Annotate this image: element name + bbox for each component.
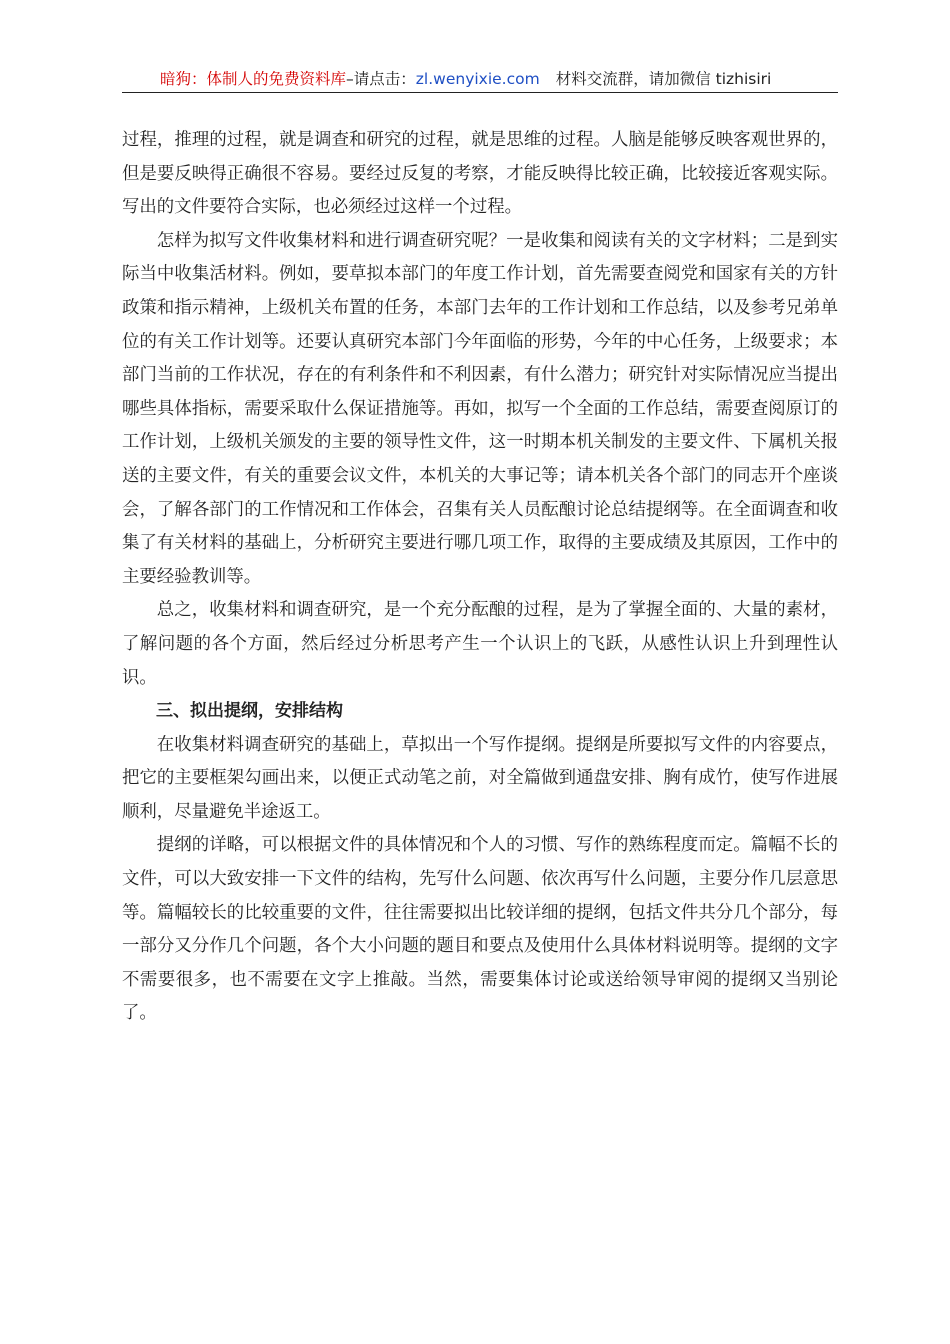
page-header — [122, 66, 838, 93]
paragraph-outline-detail: 提纲的详略，可以根据文件的具体情况和个人的习惯、写作的熟练程度而定。篇幅不长的文件，可以大致安排一下文件的结构，先写什么问题、依次再写什么问题，主要分作几层意思等。篇幅较长的比较重要的文件，往往需要拟出比较详细的提纲，包括文件共分几个部分，每一部分又分作几个问题，各个大小问题的题目和要点及使用什么具体材料说明等。提纲的文字不需要很多，也不需要在文字上推敲。当然，需要集体讨论或送给领导审阅的提纲又当别论了。 — [122, 835, 838, 1024]
paragraph-summary: 总之，收集材料和调查研究，是一个充分酝酿的过程，是为了掌握全面的、大量的素材，了解问题的各个方面，然后经过分析思考产生一个认识上的飞跃，从感性认识上升到理性认识。 — [122, 600, 838, 688]
header-url-link[interactable]: zl.wenyixie.com — [415, 70, 540, 88]
paragraph-continuation: 过程，推理的过程，就是调查和研究的过程，就是思维的过程。人脑是能够反映客观世界的，但是要反映得正确很不容易。要经过反复的考察，才能反映得比较正确，比较接近客观实际。写出的文件要符合实际，也必须经过这样一个过程。 — [122, 130, 838, 218]
document-body — [122, 124, 838, 1031]
header-group-note: 材料交流群，请加微信 tizhisiri — [555, 70, 772, 88]
paragraph-collecting-materials: 怎样为拟写文件收集材料和进行调查研究呢？一是收集和阅读有关的文字材料；二是到实际当中收集活材料。例如，要草拟本部门的年度工作计划，首先需要查阅党和国家有关的方针政策和指示精神，上级机关布置的任务，本部门去年的工作计划和工作总结，以及参考兄弟单位的有关工作计划等。还要认真研究本部门今年面临的形势，今年的中心任务，上级要求；本部门当前的工作状况，存在的有利条件和不利因素，有什么潜力；研究针对实际情况应当提出哪些具体指标，需要采取什么保证措施等。再如，拟写一个全面的工作总结，需要查阅原订的工作计划，上级机关颁发的主要的领导性文件，这一时期本机关制发的主要文件、下属机关报送的主要文件，有关的重要会议文件，本机关的大事记等；请本机关各个部门的同志开个座谈会，了解各部门的工作情况和工作体会，召集有关人员酝酿讨论总结提纲等。在全面调查和收集了有关材料的基础上，分析研究主要进行哪几项工作，取得的主要成绩及其原因，工作中的主要经验教训等。 — [122, 230, 838, 587]
section-heading-outline: 三、拟出提纲，安排结构 — [156, 701, 343, 722]
header-site-name: 暗狗：体制人的免费资料库 — [160, 70, 347, 88]
paragraph-outline-intro: 在收集材料调查研究的基础上，草拟出一个写作提纲。提纲是所要拟写文件的内容要点，把它的主要框架勾画出来，以便正式动笔之前，对全篇做到通盘安排、胸有成竹，使写作进展顺利，尽量避免半途返工。 — [122, 734, 838, 822]
header-click-prompt: –请点击： — [346, 70, 416, 88]
header-line — [160, 66, 771, 92]
